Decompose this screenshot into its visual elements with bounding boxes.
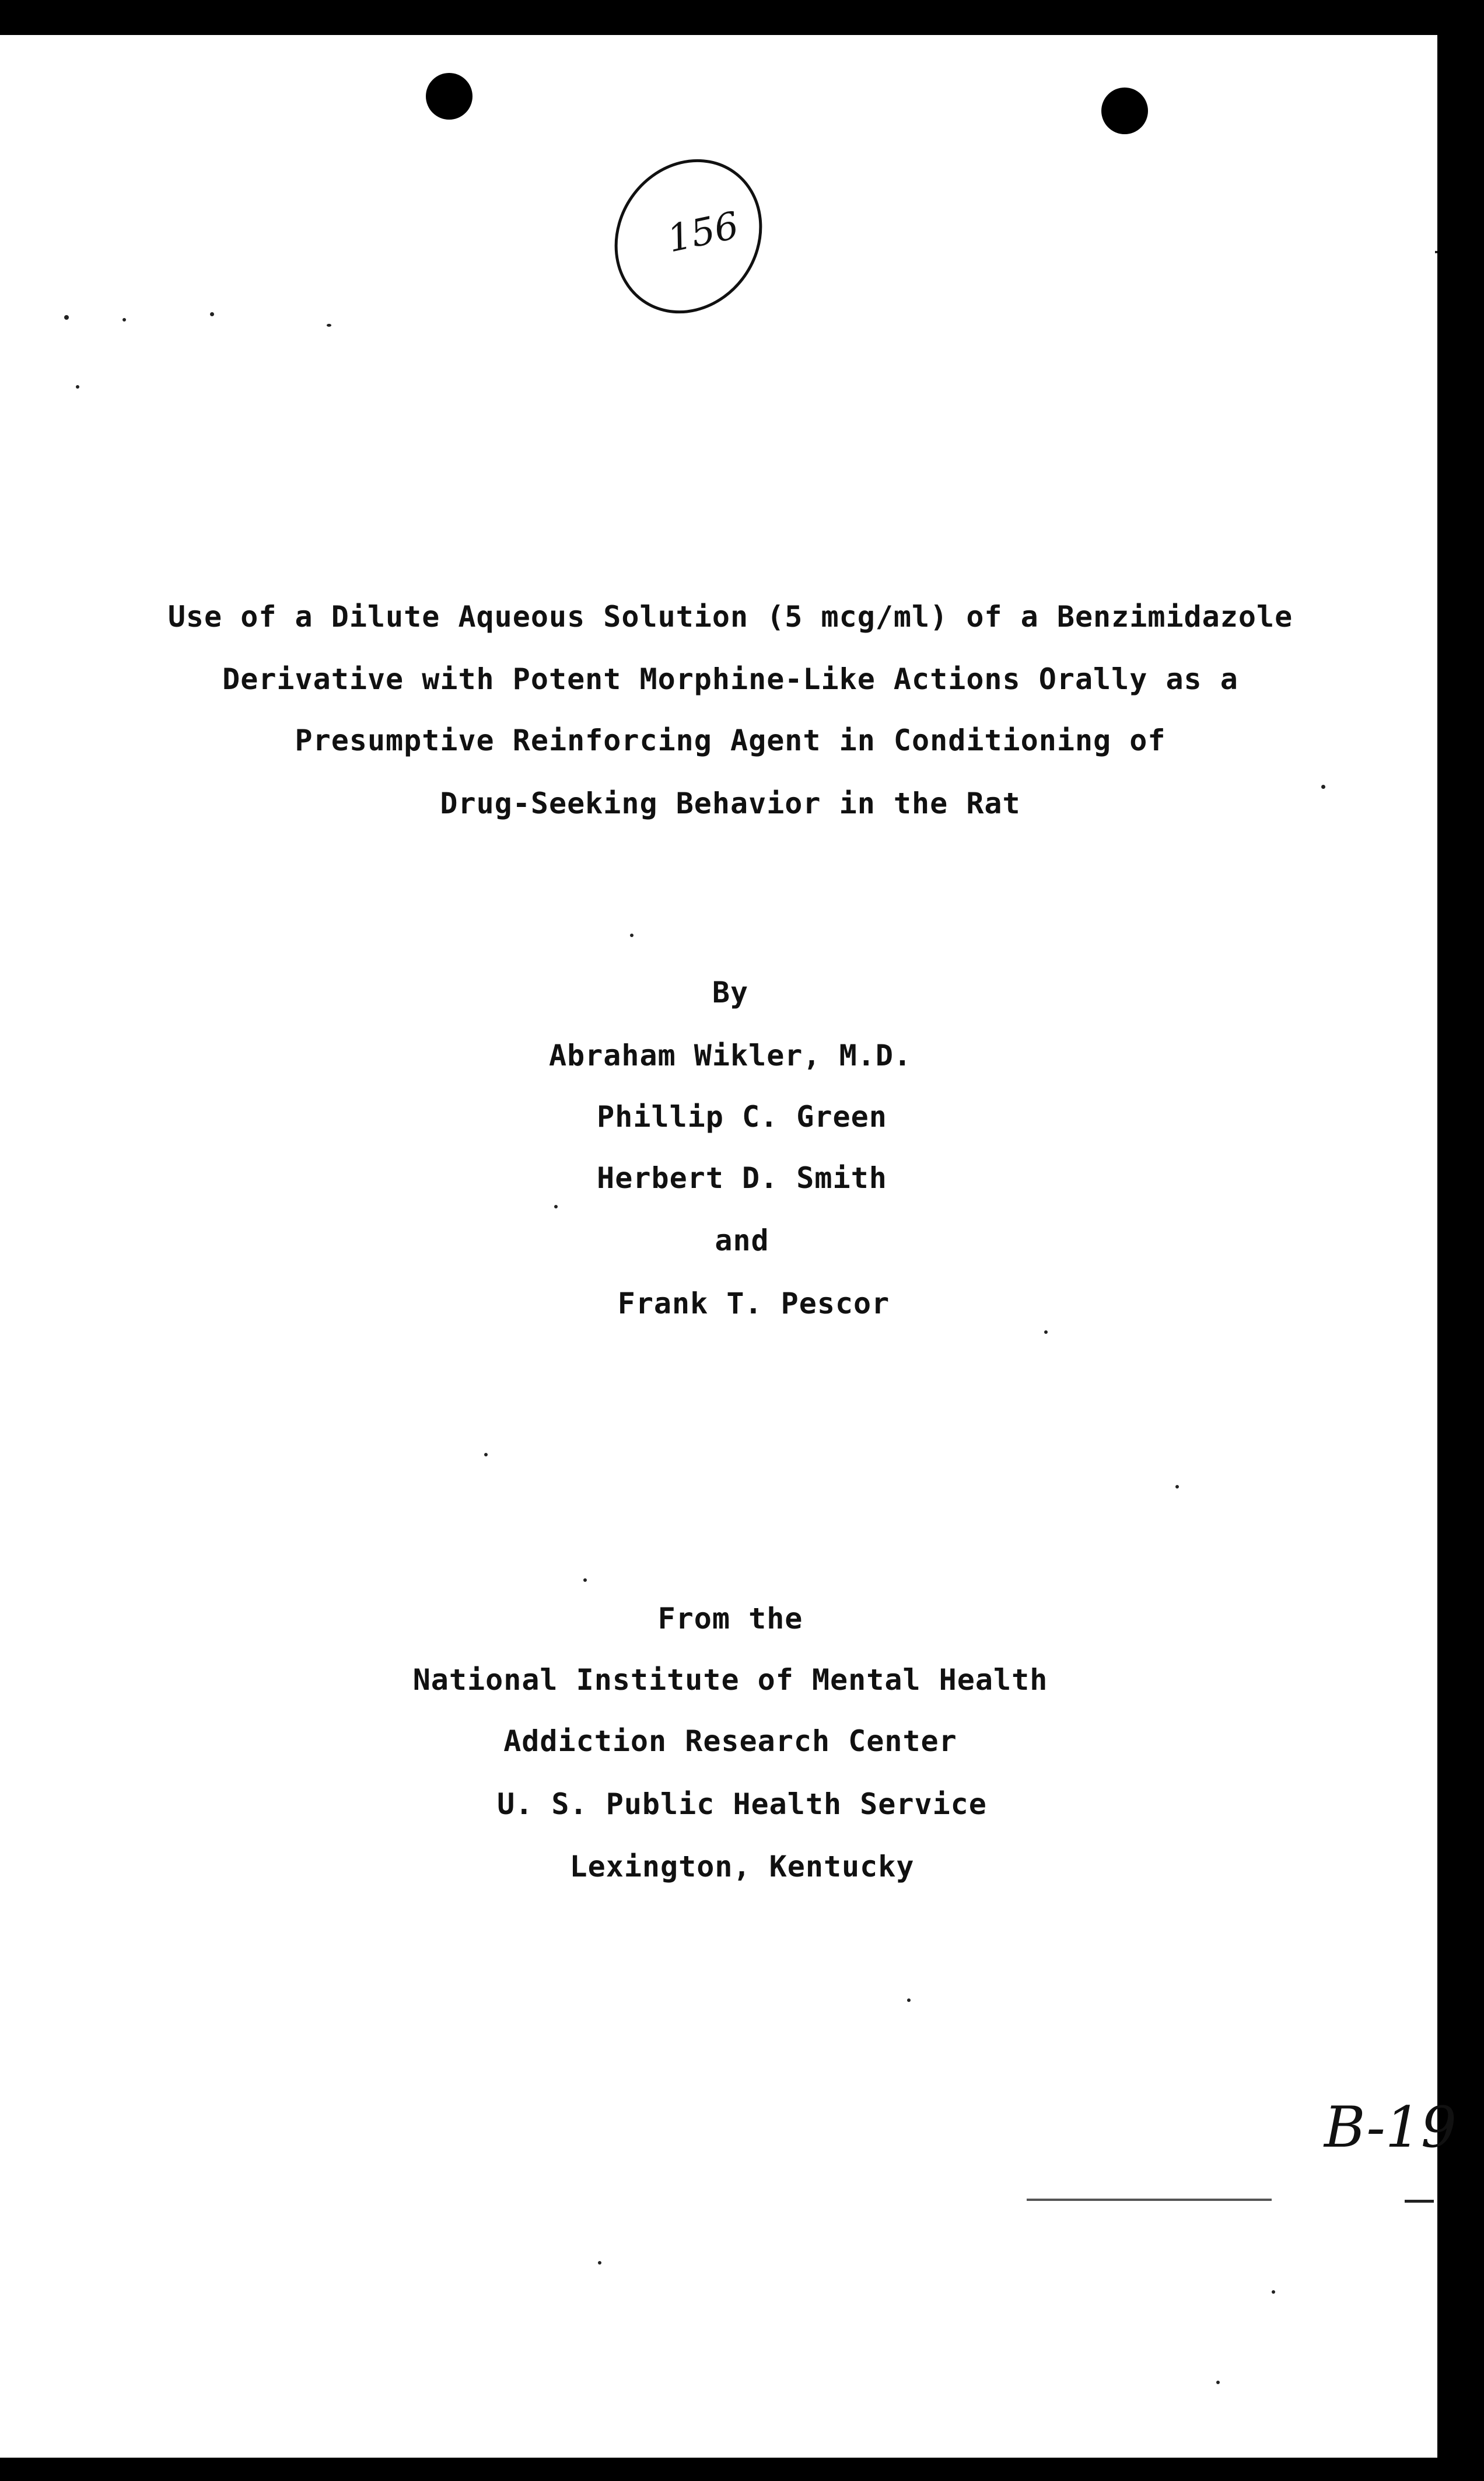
affiliation-line-3: Addiction Research Center — [503, 1724, 957, 1758]
title-line-4: Drug-Seeking Behavior in the Rat — [440, 787, 1021, 820]
author-4: Frank T. Pescor — [617, 1287, 890, 1320]
punch-hole-left — [426, 73, 473, 120]
scan-speck — [327, 324, 331, 327]
title-line-1: Use of a Dilute Aqueous Solution (5 mcg/ml) of a Benzimidazole — [167, 600, 1293, 634]
title-line-2: Derivative with Potent Morphine-Like Actions Orally as a — [222, 662, 1238, 696]
scan-mark — [1435, 251, 1437, 253]
scan-dash-line — [1027, 2199, 1272, 2201]
scan-speck — [484, 1453, 488, 1456]
scan-speck — [123, 318, 126, 322]
handwritten-code: B-19 — [1324, 2095, 1457, 2160]
scan-speck — [554, 1205, 558, 1208]
punch-hole-right — [1101, 88, 1148, 134]
scan-mark — [1405, 2200, 1434, 2203]
byline-and: and — [715, 1224, 769, 1257]
scan-speck — [583, 1578, 587, 1582]
title-line-3: Presumptive Reinforcing Agent in Conditioning of — [295, 724, 1166, 757]
scan-speck — [1044, 1330, 1048, 1334]
scan-speck — [1321, 785, 1325, 789]
scan-speck — [1216, 2381, 1220, 2384]
affiliation-line-4: U. S. Public Health Service — [497, 1787, 987, 1821]
handwritten-page-number-stamp — [604, 149, 773, 318]
scan-speck — [907, 1998, 911, 2002]
scan-edge-top — [0, 0, 1484, 35]
scan-speck — [630, 934, 634, 937]
scan-speck — [210, 312, 214, 316]
scan-speck — [1175, 1485, 1179, 1488]
byline-by: By — [712, 976, 749, 1009]
stamp-number: 156 — [663, 204, 743, 261]
scan-speck — [1272, 2290, 1275, 2294]
scan-speck — [598, 2261, 601, 2265]
scan-speck — [64, 315, 69, 320]
author-3: Herbert D. Smith — [597, 1161, 887, 1195]
affiliation-line-5: Lexington, Kentucky — [569, 1850, 915, 1884]
affiliation-line-2: National Institute of Mental Health — [412, 1663, 1048, 1697]
author-2: Phillip C. Green — [597, 1100, 887, 1134]
scan-edge-bottom — [0, 2458, 1484, 2481]
scan-speck — [76, 385, 79, 389]
author-1: Abraham Wikler, M.D. — [548, 1039, 912, 1072]
affiliation-line-1: From the — [657, 1602, 803, 1636]
